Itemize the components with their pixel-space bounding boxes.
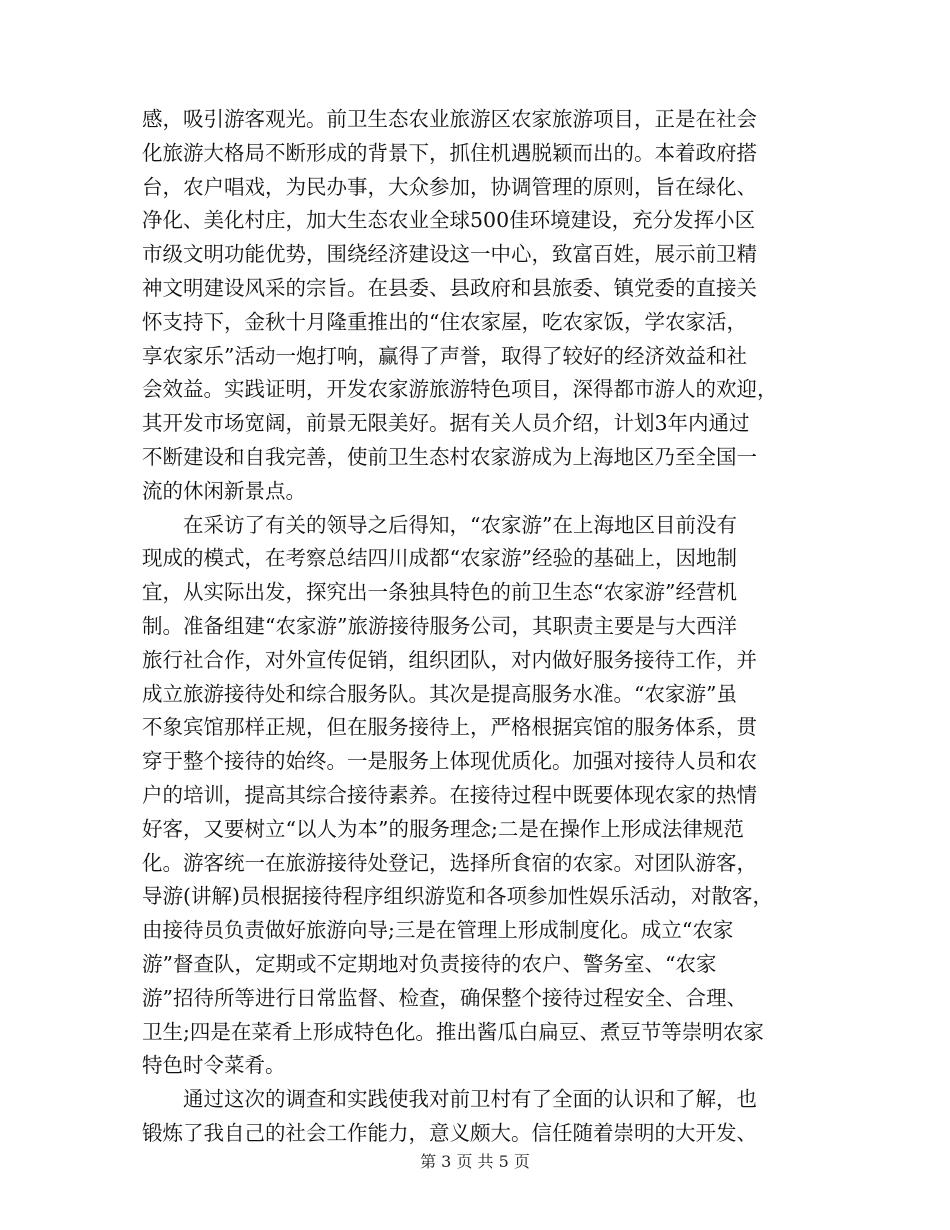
text-line: 市级文明功能优势，围绕经济建设这一中心，致富百姓，展示前卫精: [142, 242, 757, 267]
text-line: 感，吸引游客观光。前卫生态农业旅游区农家旅游项目，正是在社会: [142, 107, 757, 131]
text-line: 户的培训，提高其综合接待素养。在接待过程中既要体现农家的热情: [142, 782, 757, 807]
text-line: 通过这次的调查和实践使我对前卫村有了全面的认识和了解，也: [142, 1087, 757, 1112]
text-line: 游”招待所等进行日常监督、检查，确保整个接待过程安全、合理、: [142, 985, 747, 1010]
text-line: 制。准备组建“农家游”旅游接待服务公司，其职责主要是与大西洋: [142, 613, 737, 638]
page-footer: [0, 1152, 950, 1172]
text-line: 游”督查队，定期或不定期地对负责接待的农户、警务室、“农家: [142, 951, 717, 976]
text-line: 会效益。实践证明，开发农家游旅游特色项目，深得都市游人的欢迎，: [142, 377, 778, 402]
text-line: 导游(讲解)员根据接待程序组织游览和各项参加性娱乐活动，对散客，: [142, 884, 773, 909]
text-line: 流的休闲新景点。: [142, 478, 306, 503]
text-line: 神文明建设风采的宗旨。在县委、县政府和县旅委、镇党委的直接关: [142, 275, 757, 300]
text-line: 在采访了有关的领导之后得知，“农家游”在上海地区目前没有: [142, 512, 737, 537]
text-line: 成立旅游接待处和综合服务队。其次是提高服务水准。“农家游”虽: [142, 681, 737, 706]
text-line: 由接待员负责做好旅游向导;三是在管理上形成制度化。成立“农家: [142, 918, 734, 943]
text-line: 现成的模式，在考察总结四川成都“农家游”经验的基础上，因地制: [142, 546, 737, 571]
text-line: 好客，又要树立“以人为本”的服务理念;二是在操作上形成法律规范: [142, 816, 744, 841]
text-line: 不断建设和自我完善，使前卫生态村农家游成为上海地区乃至全国一: [142, 444, 757, 469]
text-line: 化。游客统一在旅游接待处登记，选择所食宿的农家。对团队游客，: [142, 850, 757, 875]
text-line: 特色时令菜肴。: [142, 1053, 286, 1078]
text-line: 享农家乐”活动一炮打响，赢得了声誉，取得了较好的经济效益和社: [142, 343, 747, 368]
page-number: 第 3 页 共 5 页: [420, 1152, 530, 1171]
body-text: [142, 103, 814, 1151]
text-line: 宜，从实际出发，探究出一条独具特色的前卫生态“农家游”经营机: [142, 580, 737, 605]
text-line: 不象宾馆那样正规，但在服务接待上，严格根据宾馆的服务体系，贯: [142, 715, 757, 740]
text-line: 穿于整个接待的始终。一是服务上体现优质化。加强对接待人员和农: [142, 749, 757, 774]
text-line: 净化、美化村庄，加大生态农业全球500佳环境建设，充分发挥小区: [142, 208, 756, 233]
text-line: 化旅游大格局不断形成的背景下，抓住机遇脱颖而出的。本着政府搭: [142, 140, 757, 165]
text-line: 其开发市场宽阔，前景无限美好。据有关人员介绍，计划3年内通过: [142, 411, 750, 436]
text-line: 旅行社合作，对外宣传促销，组织团队，对内做好服务接待工作，并: [142, 647, 757, 672]
text-line: 怀支持下，金秋十月隆重推出的“住农家屋，吃农家饭，学农家活，: [142, 309, 747, 334]
text-line: 卫生;四是在菜肴上形成特色化。推出酱瓜白扁豆、煮豆节等崇明农家: [142, 1019, 764, 1044]
text-line: 台，农户唱戏，为民办事，大众参加，协调管理的原则，旨在绿化、: [142, 174, 757, 199]
text-line: 锻炼了我自己的社会工作能力，意义颇大。信任随着崇明的大开发、: [142, 1120, 757, 1145]
